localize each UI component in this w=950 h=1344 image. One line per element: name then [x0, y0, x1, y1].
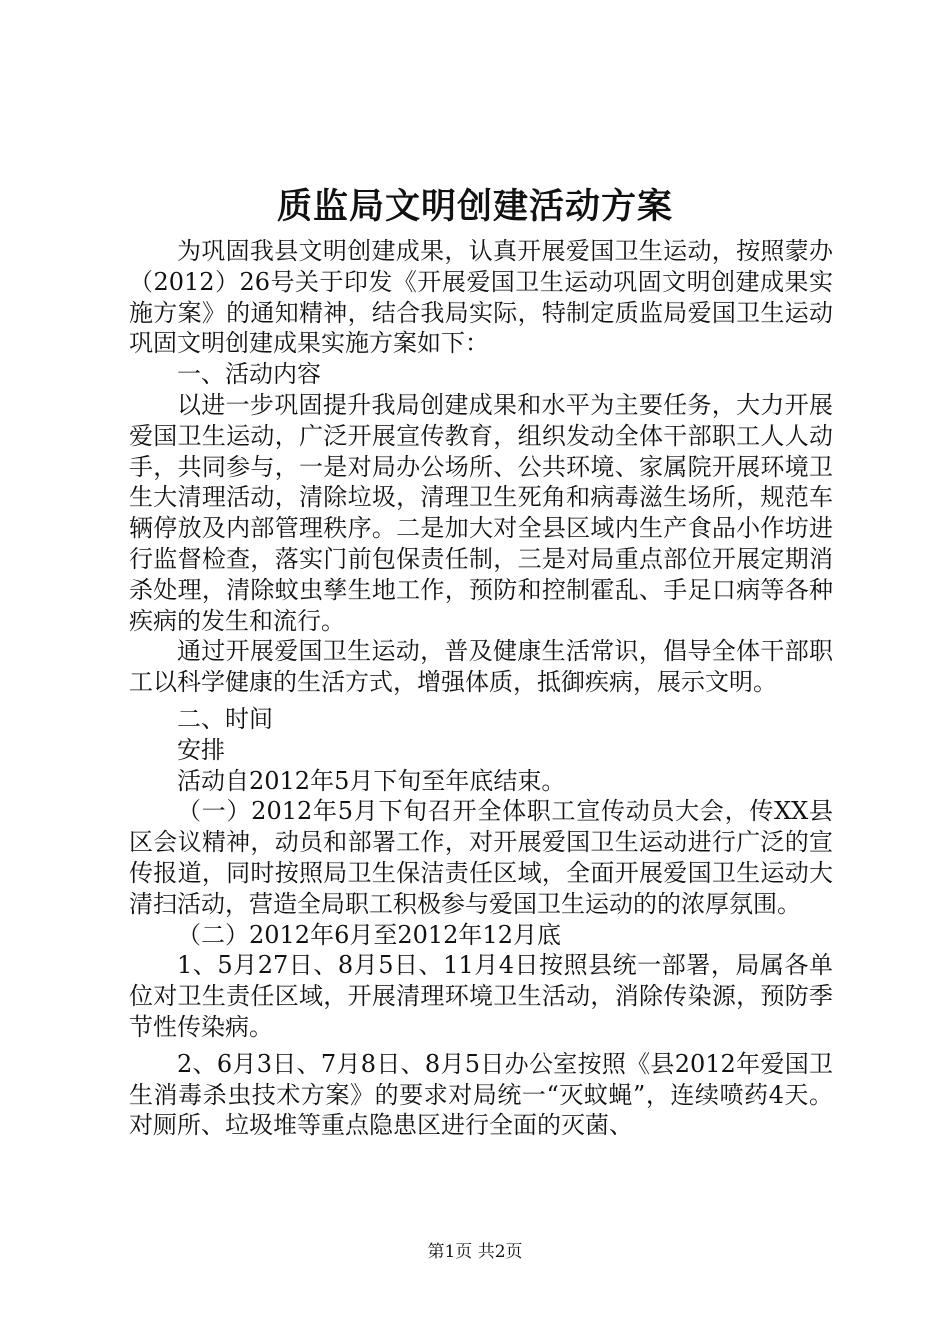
paragraph-activity-content: 以进一步巩固提升我局创建成果和水平为主要任务，大力开展爱国卫生运动，广泛开展宣传教育，组织发动全体干部职工人人动手，共同参与，一是对局办公场所、公共环境、家属院开展环境卫生大清理活动，清除垃圾，清理卫生死角和病毒滋生场所，规范车辆停放及内部管理秩序。二是加大对全县区域内生产食品小作坊进行监督检查，落实门前包保责任制，三是对局重点部位开展定期消杀处理，清除蚊虫孳生地工作，预防和控制霍乱、手足口病等各种疾病的发生和流行。: [129, 390, 833, 635]
paragraph-item-one: 1、5月27日、8月5日、11月4日按照县统一部署，局属各单位对卫生责任区域，开展清理环境卫生活动，消除传染源，预防季节性传染病。: [129, 951, 833, 1041]
paragraph-goals: 通过开展爱国卫生运动，普及健康生活常识，倡导全体干部职工以科学健康的生活方式，增强体质，抵御疾病，展示文明。: [129, 637, 833, 697]
section-heading-arrangement: 安排: [177, 735, 225, 764]
paragraph-phase-one: （一）2012年5月下旬召开全体职工宣传动员大会，传XX县区会议精神，动员和部署工作，对开展爱国卫生运动进行广泛的宣传报道，同时按照局卫生保洁责任区域，全面开展爱国卫生运动大清扫活动，营造全局职工积极参与爱国卫生运动的的浓厚氛围。: [129, 797, 833, 918]
section-heading-activity-content: 一、活动内容: [177, 360, 321, 389]
section-heading-time: 二、时间: [177, 704, 273, 733]
document-title: 质监局文明创建活动方案: [276, 186, 673, 227]
paragraph-duration: 活动自2012年5月下旬至年底结束。: [177, 766, 566, 795]
paragraph-intro: 为巩固我县文明创建成果，认真开展爱国卫生运动，按照蒙办（2012）26号关于印发《开展爱国卫生运动巩固文明创建成果实施方案》的通知精神，结合我局实际，特制定质监局爱国卫生运动巩固文明创建成果实施方案如下：: [129, 237, 833, 358]
page-number-footer: 第1页 共2页: [427, 1242, 523, 1262]
document-body: [129, 236, 833, 1141]
paragraph-phase-two-heading: （二）2012年6月至2012年12月底: [177, 920, 561, 949]
paragraph-item-two: 2、6月3日、7月8日、8月5日办公室按照《县2012年爱国卫生消毒杀虫技术方案》的要求对局统一“灭蚊蝇”，连续喷药4天。对厕所、垃圾堆等重点隐患区进行全面的灭菌、: [129, 1049, 833, 1140]
